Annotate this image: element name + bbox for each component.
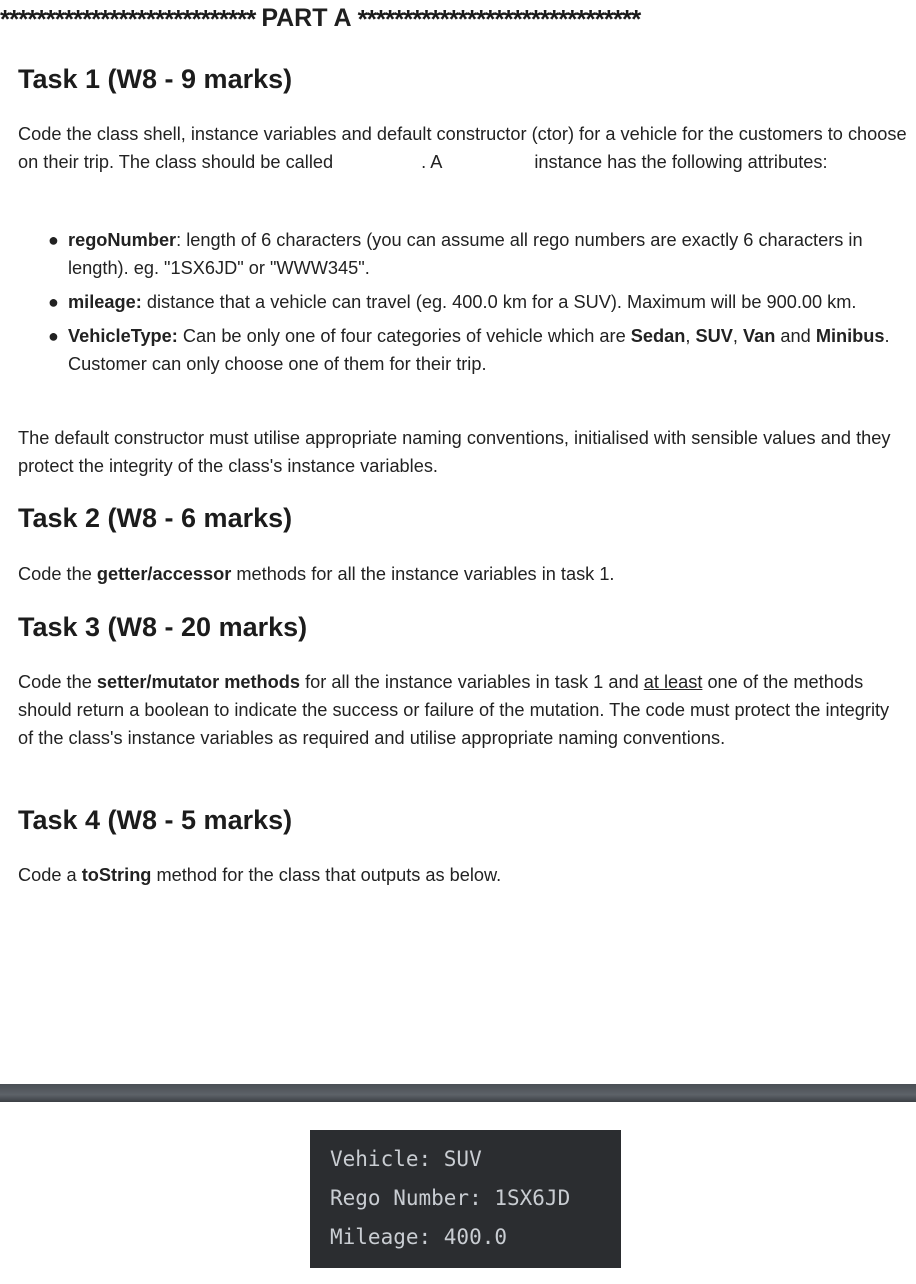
task3-heading: Task 3 (W8 - 20 marks) [18,612,308,642]
part-a-banner [0,2,916,36]
task1-closing: The default constructor must utilise appropriate naming conventions, initialised with sensible values and they protect the integrity of the class's instance variables. [18,428,891,476]
bullet-icon: ● [48,230,59,250]
banner-title: PART A [261,4,352,32]
task1-intro: Code the class shell, instance variables and default constructor (ctor) for a vehicle for the customers to choose on their trip. The class should be called . A instance has the following attributes: [18,124,907,172]
task3-text: Code the setter/mutator methods for all the instance variables in task 1 and at least one of the methods should return a boolean to indicate the success or failure of the mutation. The code must protect the integrity of the class's instance variables as required and utilise appropriate naming conventions. [18,672,890,748]
list-item: ● mileage: distance that a vehicle can travel (eg. 400.0 km for a SUV). Maximum will be 900.00 km. [48,288,914,316]
banner-stars-right: ******************************* [357,4,641,34]
list-item: ● VehicleType: Can be only one of four categories of vehicle which are Sedan, SUV, Van and Minibus. Customer can only choose one of them for their trip. [48,322,914,378]
banner-stars-left: **************************** [0,4,256,34]
console-output [310,1130,621,1268]
task1-heading: Task 1 (W8 - 9 marks) [18,64,293,94]
console-line: Rego Number: 1SX6JD [330,1186,571,1210]
bullet-icon: ● [48,292,59,312]
toolbar-divider [0,1084,916,1102]
console-line: Mileage: 400.0 [330,1225,508,1249]
console-line: Vehicle: SUV [330,1147,482,1171]
task4-heading: Task 4 (W8 - 5 marks) [18,805,293,835]
bullet-icon: ● [48,326,59,346]
attribute-list [48,226,914,384]
task4-text: Code a toString method for the class that outputs as below. [18,865,502,885]
list-item: ● regoNumber: length of 6 characters (you can assume all rego numbers are exactly 6 characters in length). eg. "1SX6JD" or "WWW345". [48,226,914,282]
task2-text: Code the getter/accessor methods for all the instance variables in task 1. [18,564,615,584]
task2-heading: Task 2 (W8 - 6 marks) [18,503,293,533]
